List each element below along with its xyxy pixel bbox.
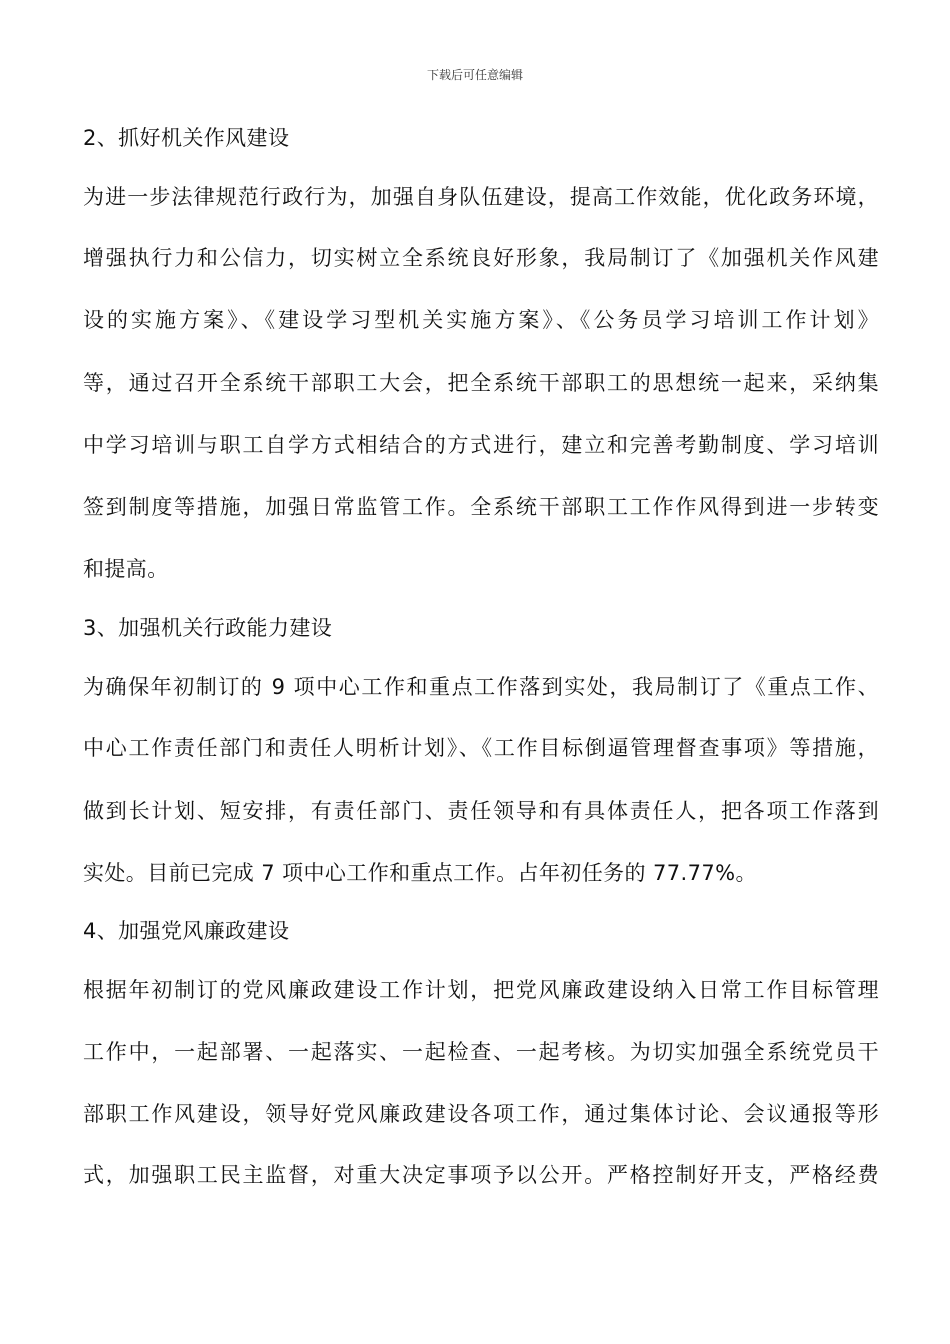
- section-heading-2: 2、抓好机关作风建设: [83, 126, 290, 150]
- paragraph-line: 等，通过召开全系统干部职工大会，把全系统干部职工的思想统一起来，采纳集: [83, 371, 879, 395]
- section-heading-3: 3、加强机关行政能力建设: [83, 616, 333, 640]
- paragraph-line: 做到长计划、短安排，有责任部门、责任领导和有具体责任人，把各项工作落到: [83, 799, 879, 823]
- paragraph-line: 工作中，一起部署、一起落实、一起检查、一起考核。为切实加强全系统党员干: [83, 1040, 879, 1064]
- paragraph-line: 式，加强职工民主监督，对重大决定事项予以公开。严格控制好开支，严格经费: [83, 1163, 879, 1187]
- paragraph-line: 增强执行力和公信力，切实树立全系统良好形象，我局制订了《加强机关作风建: [83, 246, 879, 270]
- paragraph-line: 中学习培训与职工自学方式相结合的方式进行，建立和完善考勤制度、学习培训: [83, 433, 879, 457]
- page-header: 下载后可任意编辑: [426, 68, 523, 82]
- section-heading-4: 4、加强党风廉政建设: [83, 919, 290, 943]
- paragraph-line: 为确保年初制订的 9 项中心工作和重点工作落到实处，我局制订了《重点工作、: [83, 675, 879, 699]
- paragraph-line: 部职工作风建设，领导好党风廉政建设各项工作，通过集体讨论、会议通报等形: [83, 1102, 879, 1126]
- paragraph-line: 为进一步法律规范行政行为，加强自身队伍建设，提高工作效能，优化政务环境，: [83, 185, 879, 209]
- paragraph-line: 根据年初制订的党风廉政建设工作计划，把党风廉政建设纳入日常工作目标管理: [83, 978, 879, 1002]
- paragraph-line: 设的实施方案》、《建设学习型机关实施方案》、《公务员学习培训工作计划》: [83, 308, 879, 332]
- paragraph-line: 实处。目前已完成 7 项中心工作和重点工作。占年初任务的 77.77%。: [83, 861, 757, 885]
- paragraph-line: 和提高。: [83, 557, 169, 581]
- paragraph-line: 中心工作责任部门和责任人明析计划》、《工作目标倒逼管理督查事项》等措施，: [83, 736, 879, 760]
- paragraph-line: 签到制度等措施，加强日常监管工作。全系统干部职工工作作风得到进一步转变: [83, 495, 879, 519]
